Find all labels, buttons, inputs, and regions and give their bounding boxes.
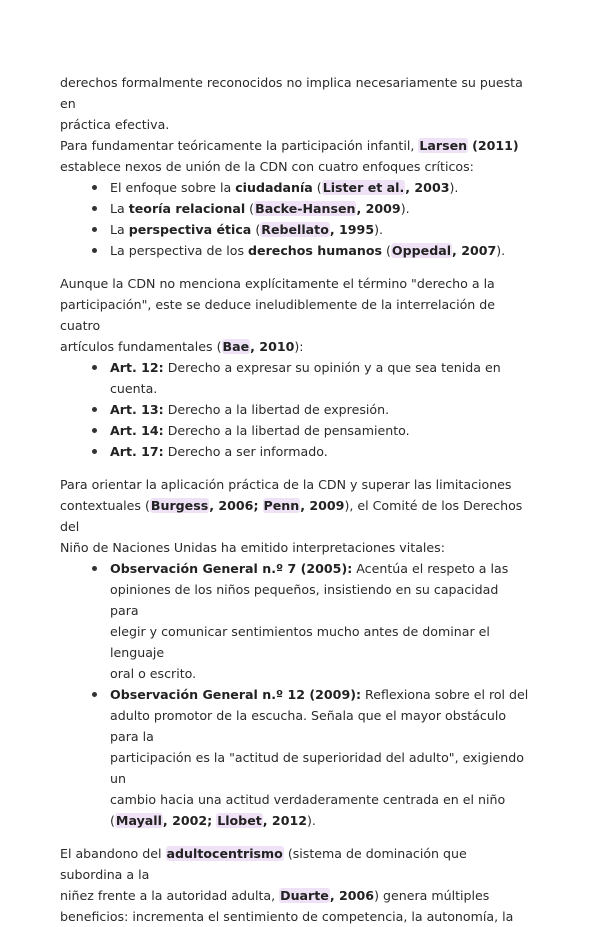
citation-highlight: Lister et al.: [322, 180, 405, 195]
citation-highlight: Larsen: [419, 138, 468, 153]
paragraph-adultocentrismo: El abandono del adultocentrismo (sistema de dominación que subordina a la niñez frente a la autoridad adulta, Duarte, 2006) genera múltiples beneficios: incrementa el sentimiento de competencia, la autonomía, la: [60, 846, 514, 924]
text-line: práctica efectiva.: [60, 117, 170, 132]
enfoques-list: [60, 177, 530, 261]
paragraph-larsen: Para fundamentar teóricamente la participación infantil, Larsen (2011) establece nexos de unión de la CDN con cuatro enfoques críticos:: [60, 138, 519, 174]
list-item: Observación General n.º 12 (2009): Reflexiona sobre el rol del adulto promotor de la escucha. Señala que el mayor obstáculo para la participación es la "actitud de superioridad del adulto", exigiendo un cambio hacia una actitud verdaderamente centrada en el niño (Mayall, 2002; Llobet, 2012).: [60, 684, 530, 831]
paragraph-intro: [60, 72, 530, 135]
citation-highlight: Rebellato: [261, 222, 329, 237]
term-highlight: adultocentrismo: [166, 846, 283, 861]
citation-highlight: Penn: [263, 498, 300, 513]
list-item: Art. 12: Derecho a expresar su opinión y a que sea tenida en cuenta.: [60, 357, 530, 399]
list-item: La perspectiva ética (Rebellato, 1995).: [60, 219, 530, 240]
paragraph-participacion: Aunque la CDN no menciona explícitamente el término "derecho a la participación", este se deduce ineludiblemente de la interrelación de cuatro artículos fundamentales (Bae, 2010):: [60, 276, 496, 354]
citation-highlight: Mayall: [115, 813, 162, 828]
citation-year: (2011): [472, 138, 519, 153]
citation-highlight: Llobet: [217, 813, 262, 828]
list-item: Art. 17: Derecho a ser informado.: [60, 441, 530, 462]
list-item: La teoría relacional (Backe-Hansen, 2009).: [60, 198, 530, 219]
list-item: Observación General n.º 7 (2005): Acentúa el respeto a las opiniones de los niños pequeños, insistiendo en su capacidad para elegir y comunicar sentimientos mucho antes de dominar el lenguaje oral o escrito.: [60, 558, 530, 684]
list-item: La perspectiva de los derechos humanos (Oppedal, 2007).: [60, 240, 530, 261]
citation-highlight: Oppedal: [391, 243, 452, 258]
observaciones-list: [60, 558, 530, 831]
citation-highlight: Bae: [222, 339, 250, 354]
list-item: Art. 13: Derecho a la libertad de expresión.: [60, 399, 530, 420]
list-item: Art. 14: Derecho a la libertad de pensamiento.: [60, 420, 530, 441]
list-item: El enfoque sobre la ciudadanía (Lister et al., 2003).: [60, 177, 530, 198]
citation-highlight: Burgess: [150, 498, 209, 513]
citation-highlight: Duarte: [280, 888, 329, 903]
document-body: [60, 72, 530, 927]
articulos-list: [60, 357, 530, 462]
text-line: derechos formalmente reconocidos no implica necesariamente su puesta en: [60, 75, 523, 111]
paragraph-comite: Para orientar la aplicación práctica de la CDN y superar las limitaciones contextuales (Burgess, 2006; Penn, 2009), el Comité de los Derechos del Niño de Naciones Unidas ha emitido interpretaciones vitales:: [60, 477, 523, 555]
citation-highlight: Backe-Hansen: [255, 201, 356, 216]
